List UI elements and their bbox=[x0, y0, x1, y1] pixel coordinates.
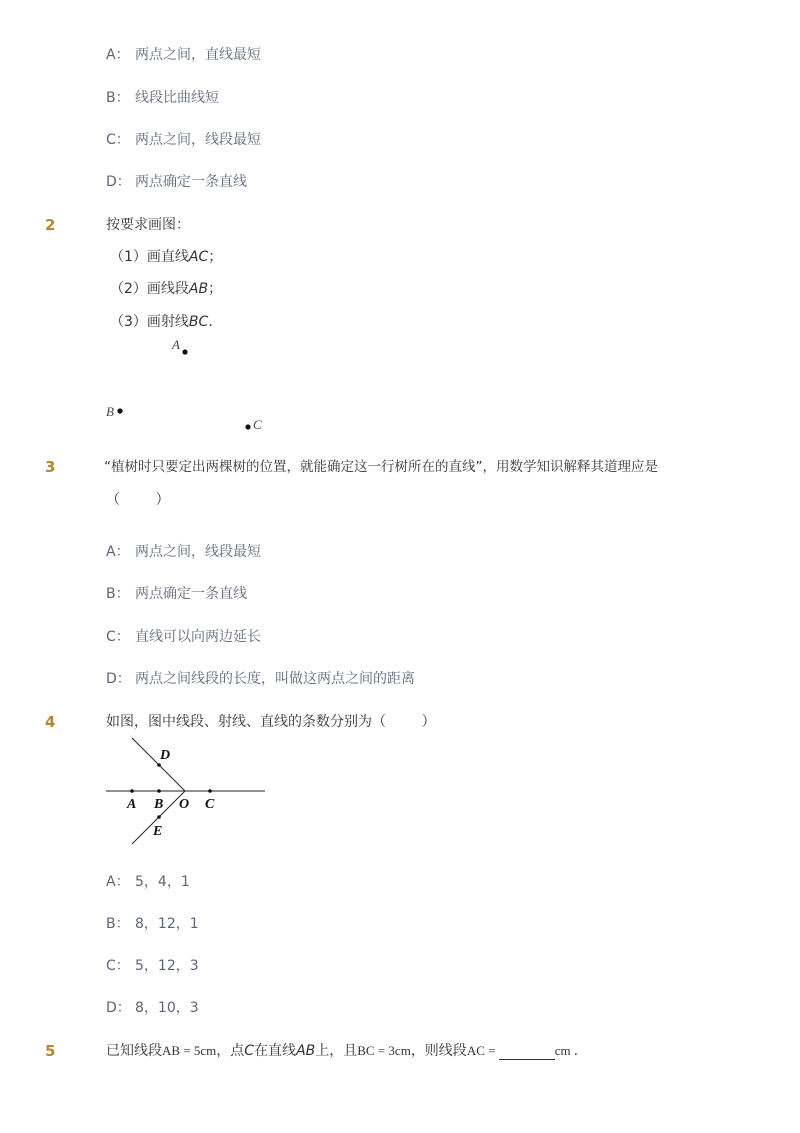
q4-stem: 如图，图中线段、射线、直线的条数分别为（ ） bbox=[106, 714, 436, 730]
label-a: A bbox=[127, 797, 137, 812]
q2-sub-1: （1）画直线AC； bbox=[110, 249, 223, 265]
q3-bracket: （ ） bbox=[106, 492, 170, 508]
label-b: B bbox=[154, 797, 164, 812]
label-o: O bbox=[179, 797, 190, 812]
q2-sub-2: （2）画线段AB； bbox=[110, 281, 223, 297]
q1-option-b[interactable]: B： 线段比曲线短 bbox=[106, 90, 219, 106]
q4-number: 4 bbox=[45, 713, 56, 731]
q4-option-c[interactable]: C： 5，12，3 bbox=[106, 958, 199, 974]
q4-option-b[interactable]: B： 8，12，1 bbox=[106, 916, 199, 932]
point-a-dot bbox=[130, 789, 134, 793]
q5-number: 5 bbox=[45, 1042, 56, 1060]
q4-option-a[interactable]: A： 5，4，1 bbox=[106, 874, 190, 890]
label-e: E bbox=[153, 824, 163, 839]
point-e-dot bbox=[157, 815, 161, 819]
q1-option-a[interactable]: A： 两点之间，直线最短 bbox=[106, 47, 261, 63]
point-b-dot bbox=[157, 789, 161, 793]
point-a-label: A bbox=[172, 337, 180, 352]
label-c: C bbox=[205, 797, 215, 812]
label-d: D bbox=[160, 748, 171, 763]
q4-option-d[interactable]: D： 8，10，3 bbox=[106, 1000, 199, 1016]
point-c-dot bbox=[245, 424, 250, 429]
q2-points-figure bbox=[100, 330, 280, 440]
q5-stem: 已知线段AB = 5cm，点C在直线AB上，且BC = 3cm，则线段AC = cm . bbox=[106, 1043, 579, 1059]
q2-stem: 按要求画图： bbox=[106, 217, 190, 233]
point-d-dot bbox=[157, 763, 161, 767]
q2-sub-3: （3）画射线BC. bbox=[110, 314, 213, 330]
point-c-label: C bbox=[253, 417, 262, 432]
q3-option-a[interactable]: A： 两点之间，线段最短 bbox=[106, 544, 261, 560]
point-c-dot bbox=[208, 789, 212, 793]
q5-answer-blank[interactable] bbox=[499, 1045, 555, 1060]
q3-option-c[interactable]: C： 直线可以向两边延长 bbox=[106, 629, 261, 645]
q2-number: 2 bbox=[45, 216, 56, 234]
point-b-dot bbox=[117, 408, 122, 413]
point-a-dot bbox=[182, 349, 187, 354]
q3-option-b[interactable]: B： 两点确定一条直线 bbox=[106, 586, 247, 602]
q3-option-d[interactable]: D： 两点之间线段的长度，叫做这两点之间的距离 bbox=[106, 671, 415, 687]
point-b-label: B bbox=[106, 404, 114, 419]
q3-stem: “植树时只要定出两棵树的位置，就能确定这一行树所在的直线”，用数学知识解释其道理应是 bbox=[104, 459, 658, 475]
q1-option-d[interactable]: D： 两点确定一条直线 bbox=[106, 174, 247, 190]
q4-lines-figure bbox=[100, 733, 275, 848]
q1-option-c[interactable]: C： 两点之间，线段最短 bbox=[106, 132, 261, 148]
q3-number: 3 bbox=[45, 458, 56, 476]
